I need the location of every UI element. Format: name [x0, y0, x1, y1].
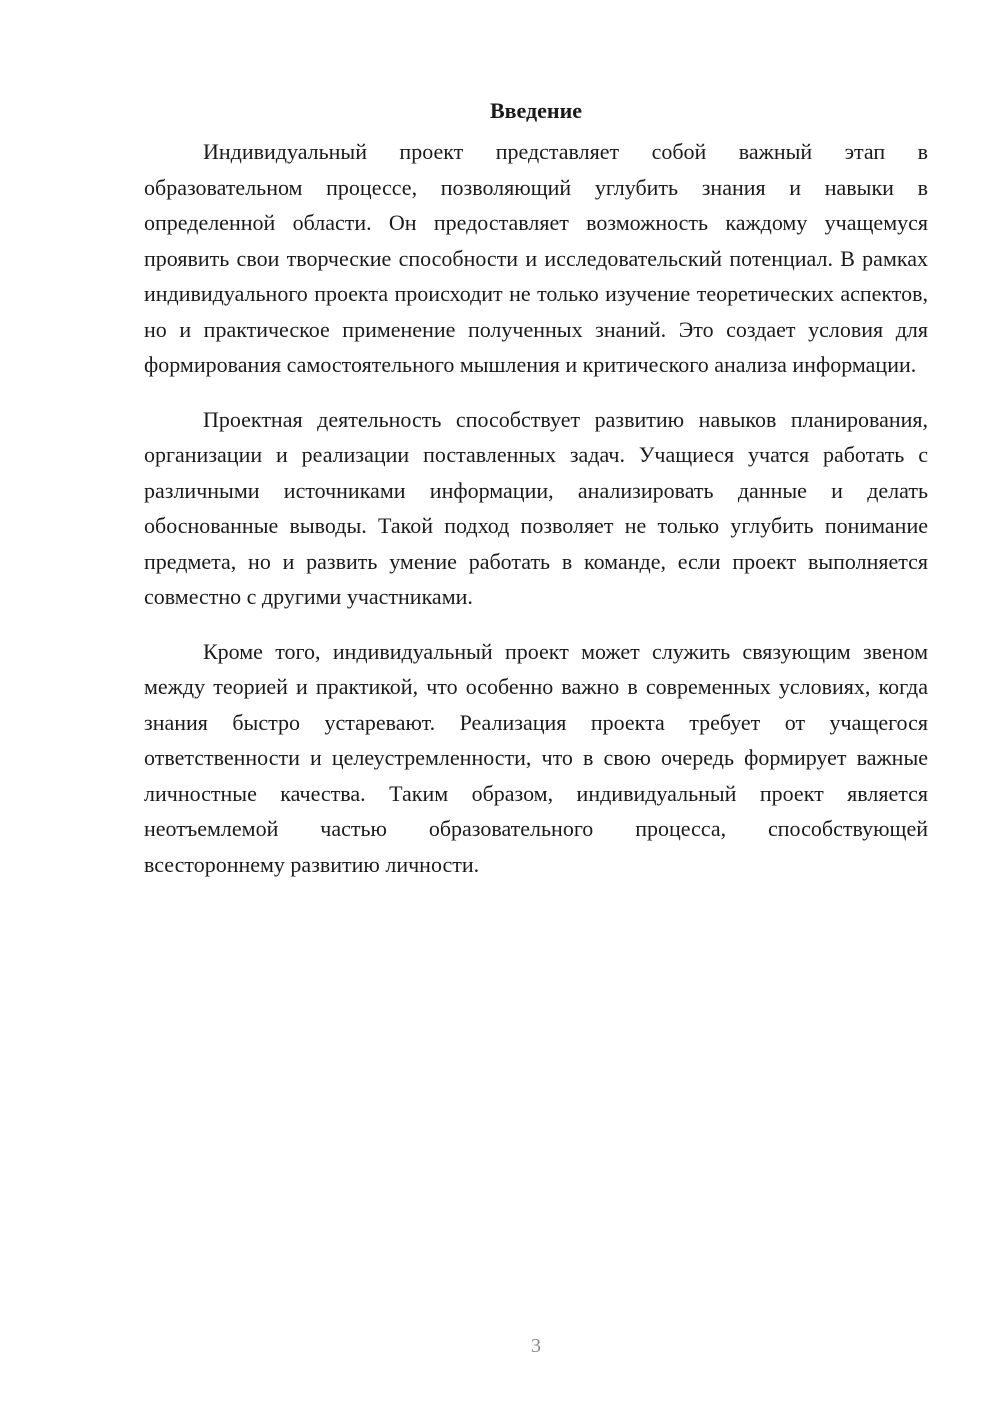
page-number: 3	[531, 1335, 541, 1357]
section-title: Введение	[489, 98, 583, 123]
paragraph-2: Проектная деятельность способствует развитию навыков планирования, организации и реализации поставленных задач. Учащиеся учатся работать с различными источниками информации, анализировать данные и делать обоснованные выводы. Такой подход позволяет не только углубить понимание предмета, но и развить умение работать в команде, если проект выполняется совместно с другими участниками.	[144, 406, 928, 609]
paragraph-1: Индивидуальный проект представляет собой важный этап в образовательном процессе, позволяющий углубить знания и навыки в определенной области. Он предоставляет возможность каждому учащемуся проявить свои творческие способности и исследовательский потенциал. В рамках индивидуального проекта происходит не только изучение теоретических аспектов, но и практическое применение полученных знаний. Это создает условия для формирования самостоятельного мышления и критического анализа информации.	[144, 139, 928, 377]
page-content	[144, 96, 928, 901]
paragraph-3: Кроме того, индивидуальный проект может служить связующим звеном между теорией и практикой, что особенно важно в современных условиях, когда знания быстро устаревают. Реализация проекта требует от учащегося ответственности и целеустремленности, что в свою очередь формирует важные личностные качества. Таким образом, индивидуальный проект является неотъемлемой частью образовательного процесса, способствующей всестороннему развитию личности.	[144, 638, 928, 877]
